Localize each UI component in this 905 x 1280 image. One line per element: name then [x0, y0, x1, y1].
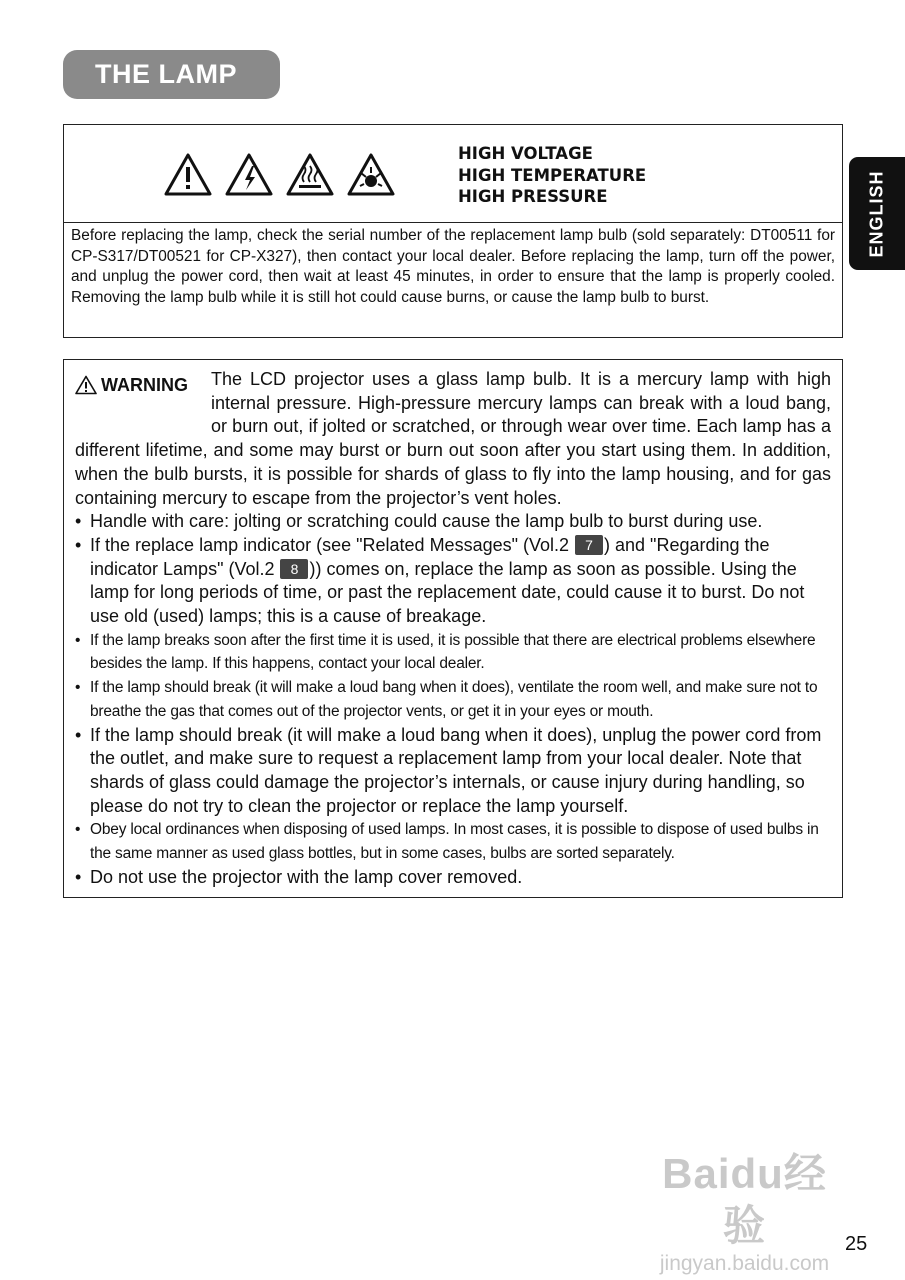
high-temperature-icon: [286, 153, 334, 196]
page-ref-badge: 7: [575, 535, 603, 555]
list-item: • If the lamp should break (it will make a loud bang when it does), ventilate the room well, and make sure not to breathe the gas that comes out of the projector vents, or get it in your eyes or mouth.: [75, 676, 831, 723]
warning-intro: The LCD projector uses a glass lamp bulb. It is a mercury lamp with high internal pressure. High-pressure mercury lamps can break with a loud bang, or burn out, if jolted or scratched, or through wear over time. Each lamp has a different lifetime, and some may burst or burn out soon after you start using them. In addition, when the bulb bursts, it is possible for shards of glass to fly into the lamp housing, and for gas containing mercury to escape from the projector’s vent holes.: [75, 369, 831, 508]
page-ref-badge: 8: [280, 559, 308, 579]
hazard-label: HIGH TEMPERATURE: [458, 165, 647, 185]
list-item-text: If the replace lamp indicator (see "Related Messages" (Vol.2: [90, 534, 575, 555]
watermark: [642, 1148, 847, 1275]
warning-body: [75, 368, 831, 889]
list-item: • Handle with care: jolting or scratching could cause the lamp bulb to burst during use.: [75, 510, 831, 534]
high-pressure-icon: [347, 153, 395, 196]
high-voltage-icon: [225, 153, 273, 196]
warning-label-text: WARNING: [101, 375, 188, 395]
list-item: • Obey local ordinances when disposing of used lamps. In most cases, it is possible to dispose of used bulbs in the same manner as used glass bottles, but in some cases, bulbs are sorted separately.: [75, 818, 831, 865]
caution-box: [63, 124, 843, 338]
language-tab-label: ENGLISH: [866, 169, 887, 258]
warning-triangle-icon: [75, 375, 97, 395]
list-item: • Do not use the projector with the lamp cover removed.: [75, 866, 831, 890]
caution-text: Before replacing the lamp, check the serial number of the replacement lamp bulb (sold separately: DT00511 for CP-S317/DT00521 for CP-X327), then contact your local dealer. Before replacing the lamp, turn off the power, and unplug the power cord, then wait at least 45 minutes, in order to ensure that the lamp is properly cooled. Removing the lamp bulb while it is still hot could cause burns, or cause the lamp bulb to burst.: [71, 227, 835, 306]
caution-header: [64, 125, 842, 223]
warning-label: [75, 374, 211, 416]
warning-triangle-icon: [164, 153, 212, 196]
list-item: • If the lamp breaks soon after the first time it is used, it is possible that there are electrical problems elsewhere besides the lamp. If this happens, contact your local dealer.: [75, 629, 831, 676]
page-number: 25: [845, 1233, 868, 1255]
list-item: [75, 534, 831, 629]
hazard-label: HIGH PRESSURE: [458, 187, 608, 206]
hazard-label: HIGH VOLTAGE: [458, 144, 593, 163]
hazard-icon-row: [164, 153, 395, 196]
hazard-labels: [458, 143, 646, 208]
language-tab: [849, 157, 905, 270]
list-item-text: ) and "Regarding the indicator Lamps" (Vol.2: [90, 534, 770, 579]
watermark-logo: Baidu经验: [662, 1150, 827, 1249]
list-item-text: )) comes on, replace the lamp as soon as possible. Using the lamp for long periods of time, or past the replacement date, could cause it to burst. Do not use old (used) lamps; this is a cause of breakage.: [90, 558, 805, 627]
watermark-url: jingyan.baidu.com: [659, 1252, 830, 1275]
warning-box: [63, 359, 843, 898]
list-item: • If the lamp should break (it will make a loud bang when it does), unplug the power cord from the outlet, and make sure to request a replacement lamp from your local dealer. Note that shards of glass could damage the projector’s internals, or cause injury during handling, so please do not try to clean the projector or replace the lamp yourself.: [75, 724, 831, 819]
warning-bullet-list: [75, 510, 831, 889]
page-title: THE LAMP: [63, 50, 280, 99]
